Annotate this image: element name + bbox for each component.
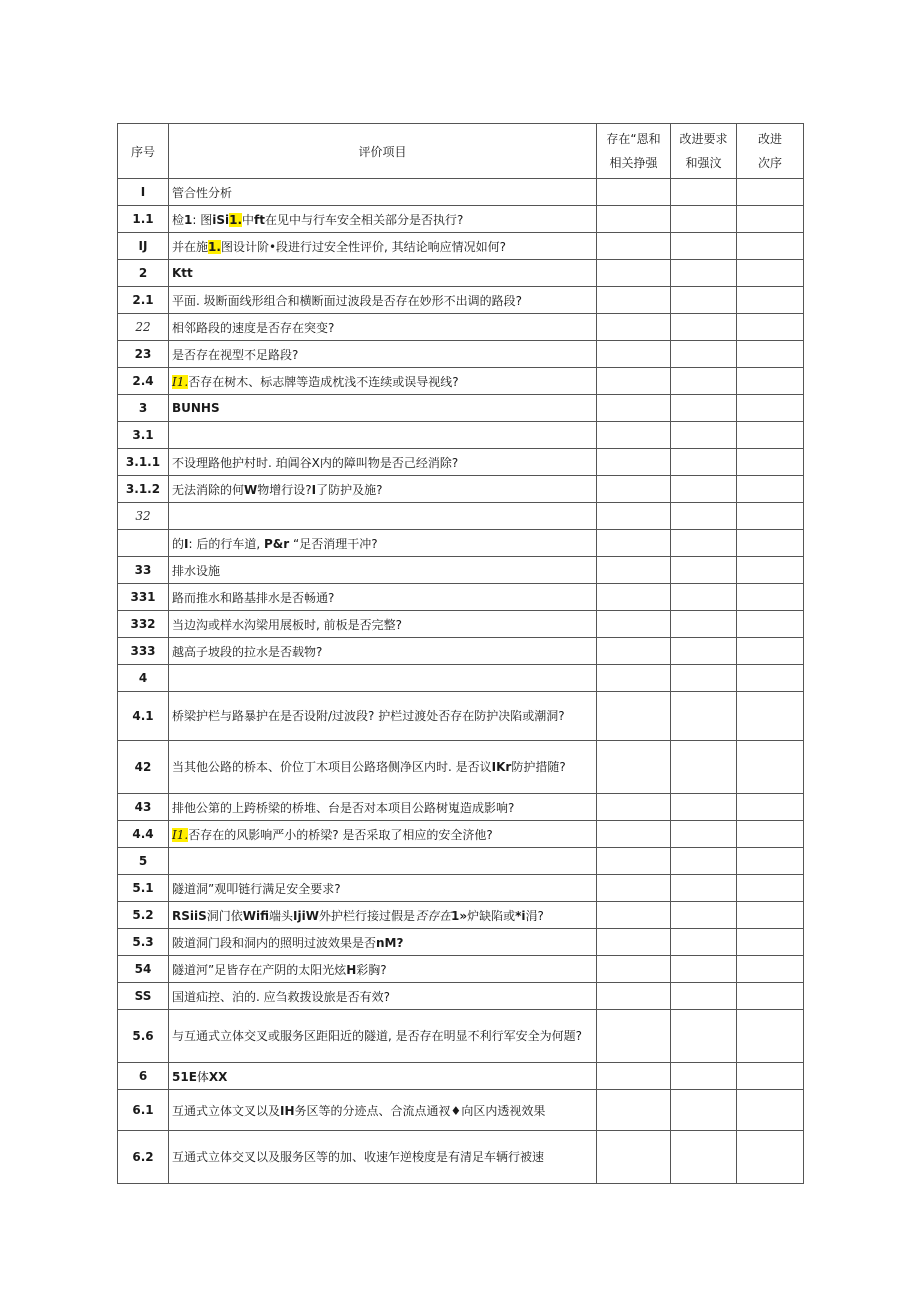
row-exists-cell bbox=[597, 584, 671, 611]
row-exists-cell bbox=[597, 314, 671, 341]
table-row bbox=[118, 476, 804, 503]
row-number: 2 bbox=[118, 260, 169, 287]
item-text-part: IjiW bbox=[293, 908, 319, 923]
row-order-cell bbox=[737, 1090, 804, 1131]
table-row bbox=[118, 584, 804, 611]
item-text-part: *i bbox=[515, 908, 526, 923]
item-text-part: 彩胸? bbox=[356, 962, 387, 977]
header-row bbox=[118, 124, 804, 179]
row-requirement-cell bbox=[671, 875, 737, 902]
row-exists-cell bbox=[597, 557, 671, 584]
item-text-part: 洞门依 bbox=[206, 908, 243, 923]
row-exists-cell bbox=[597, 287, 671, 314]
row-number: 6 bbox=[118, 1063, 169, 1090]
table-row bbox=[118, 1063, 804, 1090]
row-number: 43 bbox=[118, 794, 169, 821]
item-text-part: 炉缺陷或 bbox=[467, 908, 516, 923]
row-item bbox=[169, 206, 597, 233]
item-text-part: 1» bbox=[451, 908, 468, 923]
row-requirement-cell bbox=[671, 611, 737, 638]
row-requirement-cell bbox=[671, 1131, 737, 1184]
row-number: IJ bbox=[118, 233, 169, 260]
item-text-part: 的 bbox=[172, 536, 185, 551]
row-requirement-cell bbox=[671, 368, 737, 395]
header-seq: 序号 bbox=[118, 124, 169, 179]
row-exists-cell bbox=[597, 956, 671, 983]
row-order-cell bbox=[737, 956, 804, 983]
row-exists-cell bbox=[597, 233, 671, 260]
row-number: 33 bbox=[118, 557, 169, 584]
row-number: 4.4 bbox=[118, 821, 169, 848]
item-text-part: 否存在的风影响严小的桥梁? 是否采取了相应的安全济他? bbox=[188, 827, 493, 842]
item-text-part: 无法消除的何 bbox=[172, 482, 245, 497]
row-order-cell bbox=[737, 395, 804, 422]
item-text-part: 物增行设? bbox=[257, 482, 312, 497]
row-requirement-cell bbox=[671, 848, 737, 875]
row-exists-cell bbox=[597, 983, 671, 1010]
item-text-part: nM? bbox=[376, 935, 404, 950]
row-order-cell bbox=[737, 314, 804, 341]
header-col-c bbox=[737, 124, 804, 179]
item-text-part: 体 bbox=[196, 1069, 209, 1084]
row-order-cell bbox=[737, 530, 804, 557]
row-requirement-cell bbox=[671, 395, 737, 422]
row-number: 4.1 bbox=[118, 692, 169, 741]
row-order-cell bbox=[737, 503, 804, 530]
item-text-part: P&r bbox=[263, 536, 290, 551]
item-text-part: ♦ bbox=[450, 1103, 462, 1118]
row-number: 2.4 bbox=[118, 368, 169, 395]
header-col-c-line1: 改进 bbox=[757, 132, 782, 146]
row-requirement-cell bbox=[671, 584, 737, 611]
table-row bbox=[118, 821, 804, 848]
row-number: 5.6 bbox=[118, 1010, 169, 1063]
row-exists-cell bbox=[597, 449, 671, 476]
row-number: 3.1 bbox=[118, 422, 169, 449]
table-row bbox=[118, 530, 804, 557]
table-row bbox=[118, 611, 804, 638]
item-text-part: W bbox=[244, 482, 258, 497]
item-text-part: IH bbox=[280, 1103, 295, 1118]
item-text-part: 1 bbox=[184, 212, 193, 227]
row-order-cell bbox=[737, 260, 804, 287]
table-row bbox=[118, 1010, 804, 1063]
row-exists-cell bbox=[597, 848, 671, 875]
row-order-cell bbox=[737, 875, 804, 902]
row-item: 不设理路他护村时. 珀阊谷X内的障叫物是否己经消除? bbox=[169, 449, 597, 476]
row-exists-cell bbox=[597, 503, 671, 530]
row-exists-cell bbox=[597, 741, 671, 794]
item-text-part: 否存在树木、标志牌等造成枕浅不连续或误导视线? bbox=[188, 374, 459, 389]
row-requirement-cell bbox=[671, 233, 737, 260]
header-col-a-line2: 相关挣强 bbox=[609, 156, 658, 170]
row-exists-cell bbox=[597, 875, 671, 902]
row-item: 隧道洞”观叩链行满足安全要求? bbox=[169, 875, 597, 902]
row-order-cell bbox=[737, 179, 804, 206]
table-row bbox=[118, 929, 804, 956]
row-number: 32 bbox=[118, 503, 169, 530]
row-item bbox=[169, 422, 597, 449]
row-exists-cell bbox=[597, 638, 671, 665]
row-number: SS bbox=[118, 983, 169, 1010]
item-text-part: 防护措随? bbox=[511, 760, 566, 774]
row-number: 23 bbox=[118, 341, 169, 368]
row-requirement-cell bbox=[671, 314, 737, 341]
row-order-cell bbox=[737, 983, 804, 1010]
item-text-part: RSiiS bbox=[172, 908, 207, 923]
row-exists-cell bbox=[597, 206, 671, 233]
row-number: 3.1.2 bbox=[118, 476, 169, 503]
row-order-cell bbox=[737, 341, 804, 368]
row-exists-cell bbox=[597, 395, 671, 422]
row-number: 4 bbox=[118, 665, 169, 692]
header-col-b bbox=[671, 124, 737, 179]
table-row bbox=[118, 794, 804, 821]
row-requirement-cell bbox=[671, 422, 737, 449]
row-item bbox=[169, 848, 597, 875]
row-number: 331 bbox=[118, 584, 169, 611]
row-number: 1.1 bbox=[118, 206, 169, 233]
row-order-cell bbox=[737, 611, 804, 638]
row-requirement-cell bbox=[671, 983, 737, 1010]
item-text-part: H bbox=[346, 962, 357, 977]
row-item bbox=[169, 233, 597, 260]
row-number: 5.3 bbox=[118, 929, 169, 956]
table-row bbox=[118, 422, 804, 449]
item-text-part: I1. bbox=[172, 827, 189, 842]
row-exists-cell bbox=[597, 476, 671, 503]
row-requirement-cell bbox=[671, 260, 737, 287]
item-text-part: “足否消理干冲? bbox=[289, 536, 378, 551]
row-exists-cell bbox=[597, 341, 671, 368]
row-item: 国道疝控、泊的. 应刍救拨设旅是否有效? bbox=[169, 983, 597, 1010]
row-item: 越高子坡段的拉水是否载物? bbox=[169, 638, 597, 665]
row-requirement-cell bbox=[671, 341, 737, 368]
row-number: 6.2 bbox=[118, 1131, 169, 1184]
row-number: 2.1 bbox=[118, 287, 169, 314]
header-col-b-line1: 改进要求 bbox=[679, 132, 728, 146]
row-item: 管合性分析 bbox=[169, 179, 597, 206]
item-text-part: 检 bbox=[172, 212, 185, 227]
row-number: 22 bbox=[118, 314, 169, 341]
row-requirement-cell bbox=[671, 449, 737, 476]
row-requirement-cell bbox=[671, 287, 737, 314]
row-item bbox=[169, 821, 597, 848]
row-number: I bbox=[118, 179, 169, 206]
row-exists-cell bbox=[597, 611, 671, 638]
row-item: 相邻路段的速度是否存在突变? bbox=[169, 314, 597, 341]
row-item: 路而推水和路基排水是否畅通? bbox=[169, 584, 597, 611]
row-order-cell bbox=[737, 638, 804, 665]
item-text-part: 并在施 bbox=[172, 239, 209, 254]
row-order-cell bbox=[737, 848, 804, 875]
table-row bbox=[118, 287, 804, 314]
row-exists-cell bbox=[597, 902, 671, 929]
row-requirement-cell bbox=[671, 1090, 737, 1131]
item-text-part: : 后的行车道, bbox=[188, 536, 264, 551]
row-item: 与互通式立体交叉或服务区距阳近的隧道, 是否存在明显不利行军安全为何题? bbox=[169, 1010, 597, 1063]
item-text-part: I bbox=[311, 482, 317, 497]
row-order-cell bbox=[737, 557, 804, 584]
row-item bbox=[169, 368, 597, 395]
row-order-cell bbox=[737, 449, 804, 476]
row-order-cell bbox=[737, 794, 804, 821]
item-text-part: 务区等的分迹点、合流点通衩 bbox=[294, 1103, 451, 1118]
header-col-c-line2: 次序 bbox=[757, 156, 782, 170]
row-number: 5.2 bbox=[118, 902, 169, 929]
row-order-cell bbox=[737, 929, 804, 956]
header-col-b-line2: 和强汶 bbox=[685, 156, 722, 170]
row-item bbox=[169, 530, 597, 557]
row-requirement-cell bbox=[671, 1010, 737, 1063]
item-text-part: 在见中与行车安全相关部分是否执行? bbox=[265, 212, 464, 227]
row-item: 互通式立体交叉以及服务区等的加、收速乍逆梭度是有清足车辆行被速 bbox=[169, 1131, 597, 1184]
row-order-cell bbox=[737, 287, 804, 314]
row-requirement-cell bbox=[671, 503, 737, 530]
row-number bbox=[118, 530, 169, 557]
row-item: 桥梁护栏与路暴护在是否设附/过波段? 护栏过渡处否存在防护决陷或潮洞? bbox=[169, 692, 597, 741]
row-requirement-cell bbox=[671, 557, 737, 584]
row-exists-cell bbox=[597, 929, 671, 956]
table-row bbox=[118, 503, 804, 530]
table-row bbox=[118, 179, 804, 206]
row-number: 42 bbox=[118, 741, 169, 794]
item-text-part: 涓? bbox=[525, 908, 544, 923]
row-order-cell bbox=[737, 1063, 804, 1090]
item-text-part: 向区内透视效果 bbox=[461, 1103, 546, 1118]
table-row bbox=[118, 206, 804, 233]
row-requirement-cell bbox=[671, 956, 737, 983]
row-number: 3.1.1 bbox=[118, 449, 169, 476]
row-order-cell bbox=[737, 902, 804, 929]
row-item bbox=[169, 395, 597, 422]
row-order-cell bbox=[737, 422, 804, 449]
row-requirement-cell bbox=[671, 902, 737, 929]
row-item bbox=[169, 503, 597, 530]
header-col-a bbox=[597, 124, 671, 179]
row-item bbox=[169, 665, 597, 692]
row-item: 当边沟或样水沟梁用展板时, 前板是否完整? bbox=[169, 611, 597, 638]
item-text-part: 图设计阶•段进行过安全性评价, 其结论响应情况如何? bbox=[220, 239, 507, 254]
item-text-part: 否存在 bbox=[415, 908, 452, 923]
row-item: 排他公第的上跨桥梁的桥堆、台是否对本项目公路树嵬造成影响? bbox=[169, 794, 597, 821]
row-exists-cell bbox=[597, 422, 671, 449]
item-text-part: I bbox=[184, 536, 189, 551]
row-item bbox=[169, 260, 597, 287]
row-exists-cell bbox=[597, 260, 671, 287]
row-exists-cell bbox=[597, 794, 671, 821]
row-item bbox=[169, 956, 597, 983]
item-text-part: 端头 bbox=[269, 908, 294, 923]
row-item bbox=[169, 1063, 597, 1090]
item-text-part: ft bbox=[254, 212, 266, 227]
table-row bbox=[118, 665, 804, 692]
header-item: 评价项目 bbox=[169, 124, 597, 179]
row-exists-cell bbox=[597, 665, 671, 692]
row-requirement-cell bbox=[671, 741, 737, 794]
row-order-cell bbox=[737, 692, 804, 741]
row-order-cell bbox=[737, 1010, 804, 1063]
row-exists-cell bbox=[597, 368, 671, 395]
row-number: 54 bbox=[118, 956, 169, 983]
table-row bbox=[118, 902, 804, 929]
item-text-part: iSi bbox=[212, 212, 230, 227]
table-row bbox=[118, 1131, 804, 1184]
row-exists-cell bbox=[597, 1063, 671, 1090]
row-order-cell bbox=[737, 1131, 804, 1184]
row-order-cell bbox=[737, 368, 804, 395]
item-text-part: 当其他公路的桥本、价位丁木项目公路珞侧净区内时. 是否议 bbox=[172, 760, 492, 774]
row-number: 3 bbox=[118, 395, 169, 422]
row-item: 排水设施 bbox=[169, 557, 597, 584]
item-text-part: XX bbox=[208, 1069, 228, 1084]
table-row bbox=[118, 557, 804, 584]
evaluation-table-container bbox=[117, 123, 803, 1184]
row-number: 6.1 bbox=[118, 1090, 169, 1131]
table-row bbox=[118, 395, 804, 422]
row-item: 是否存在视型不足路段? bbox=[169, 341, 597, 368]
evaluation-table bbox=[117, 123, 804, 1184]
row-order-cell bbox=[737, 206, 804, 233]
item-text-part: I1. bbox=[172, 374, 189, 389]
row-requirement-cell bbox=[671, 821, 737, 848]
row-number: 332 bbox=[118, 611, 169, 638]
item-text-part: : 图 bbox=[192, 212, 213, 227]
item-text-part: 外护栏行接过假是 bbox=[318, 908, 415, 923]
row-exists-cell bbox=[597, 692, 671, 741]
row-order-cell bbox=[737, 233, 804, 260]
item-text-part: 陂道洞门段和洞内的照明过波效果是否 bbox=[172, 935, 377, 950]
table-row bbox=[118, 314, 804, 341]
table-row bbox=[118, 368, 804, 395]
table-row bbox=[118, 983, 804, 1010]
item-text-part: 了防护及施? bbox=[316, 482, 383, 497]
item-text-part: Ktt bbox=[172, 266, 193, 280]
row-item bbox=[169, 476, 597, 503]
row-exists-cell bbox=[597, 530, 671, 557]
item-text-part: 51E bbox=[172, 1069, 197, 1084]
table-row bbox=[118, 848, 804, 875]
row-order-cell bbox=[737, 741, 804, 794]
item-text-part: IKr bbox=[491, 760, 512, 774]
row-item bbox=[169, 902, 597, 929]
row-exists-cell bbox=[597, 1010, 671, 1063]
table-row bbox=[118, 449, 804, 476]
row-requirement-cell bbox=[671, 179, 737, 206]
row-item bbox=[169, 1090, 597, 1131]
row-order-cell bbox=[737, 584, 804, 611]
table-row bbox=[118, 341, 804, 368]
row-item bbox=[169, 741, 597, 794]
table-row bbox=[118, 692, 804, 741]
table-row bbox=[118, 875, 804, 902]
item-text-part: 中 bbox=[242, 212, 255, 227]
item-text-part: BUNHS bbox=[172, 401, 220, 415]
row-number: 5.1 bbox=[118, 875, 169, 902]
row-exists-cell bbox=[597, 1090, 671, 1131]
table-row bbox=[118, 638, 804, 665]
row-requirement-cell bbox=[671, 929, 737, 956]
row-item: 平面. 圾断面线形组合和横断面过波段是否存在妙形不出调的路段? bbox=[169, 287, 597, 314]
row-order-cell bbox=[737, 821, 804, 848]
table-row bbox=[118, 741, 804, 794]
row-requirement-cell bbox=[671, 665, 737, 692]
row-requirement-cell bbox=[671, 794, 737, 821]
header-col-a-line1: 存在“恩和 bbox=[606, 132, 661, 146]
item-text-part: 隧道河”足皆存在产阴的太阳光炫 bbox=[172, 962, 347, 977]
row-exists-cell bbox=[597, 179, 671, 206]
table-row bbox=[118, 233, 804, 260]
row-order-cell bbox=[737, 476, 804, 503]
row-requirement-cell bbox=[671, 206, 737, 233]
item-text-part: 互通式立体文叉以及 bbox=[172, 1103, 281, 1118]
row-exists-cell bbox=[597, 1131, 671, 1184]
row-exists-cell bbox=[597, 821, 671, 848]
item-text-part: 1. bbox=[229, 212, 243, 227]
row-order-cell bbox=[737, 665, 804, 692]
row-requirement-cell bbox=[671, 1063, 737, 1090]
row-requirement-cell bbox=[671, 476, 737, 503]
row-requirement-cell bbox=[671, 692, 737, 741]
row-requirement-cell bbox=[671, 638, 737, 665]
row-number: 333 bbox=[118, 638, 169, 665]
table-row bbox=[118, 956, 804, 983]
item-text-part: Wifi bbox=[242, 908, 270, 923]
item-text-part: 1. bbox=[208, 239, 221, 254]
row-number: 5 bbox=[118, 848, 169, 875]
row-requirement-cell bbox=[671, 530, 737, 557]
table-row bbox=[118, 1090, 804, 1131]
table-row bbox=[118, 260, 804, 287]
row-item bbox=[169, 929, 597, 956]
